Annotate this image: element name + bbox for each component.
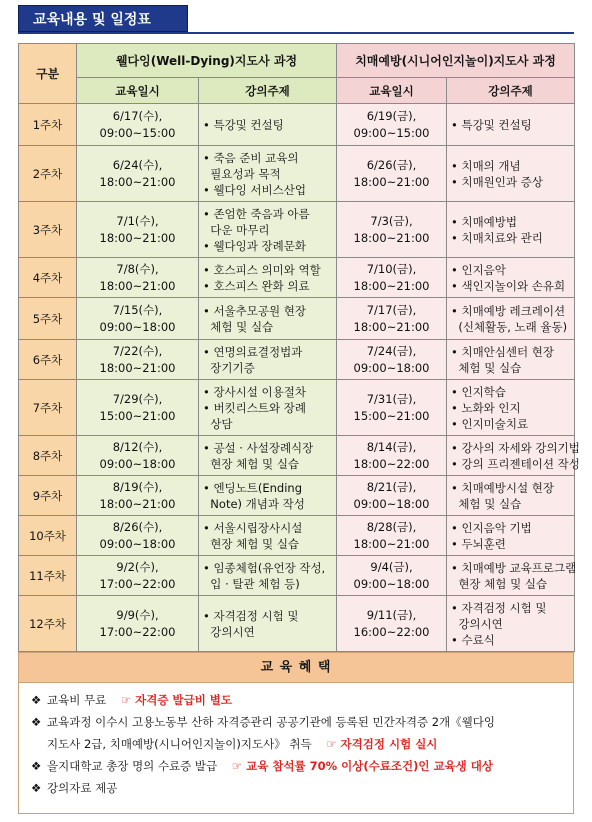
right-topic-line: • 자격검정 시험 및: [451, 600, 547, 615]
right-topic-line: 강의시연: [451, 616, 503, 631]
left-date-line: 09:00~18:00: [99, 536, 176, 551]
right-date-line: 16:00~22:00: [353, 624, 430, 639]
left-date-line: 6/17(수),: [112, 108, 163, 123]
right-topic-line: • 강사의 자세와 강의기법: [451, 440, 580, 455]
table-row: [19, 146, 575, 202]
right-date-cell: [337, 596, 447, 652]
left-date-line: 18:00~21:00: [99, 230, 176, 245]
benefit-continuation: [31, 733, 563, 755]
right-topic-line: • 치매예방 레크레이션: [451, 303, 566, 318]
title-rule: [18, 32, 574, 34]
left-topic-line: • 버킷리스트와 장례: [203, 400, 306, 415]
left-topic-line: • 장사시설 이용절차: [203, 384, 306, 399]
right-date-cell: [337, 202, 447, 258]
left-topic-line: 체험 및 실습: [203, 319, 274, 334]
left-topic-line: • 죽음 준비 교육의: [203, 150, 299, 165]
left-topic-line: • 서울추모공원 현장: [203, 303, 306, 318]
right-topic-cell: [447, 476, 575, 516]
week-cell: 8주차: [19, 436, 77, 476]
left-topic-cell: [199, 596, 337, 652]
left-date-cell: [77, 436, 199, 476]
right-date-line: 8/28(금),: [366, 519, 417, 534]
benefit-text-cont: 지도사 2급, 치매예방(시니어인지놀이)지도사》 취득: [47, 737, 312, 751]
benefit-text: 을지대학교 총장 명의 수료증 발급: [47, 759, 218, 773]
left-topic-line: • 연명의료결정법과: [203, 344, 303, 359]
left-date-line: 17:00~22:00: [99, 624, 176, 639]
right-date-line: 18:00~22:00: [353, 456, 430, 471]
week-cell: 12주차: [19, 596, 77, 652]
left-date-cell: [77, 298, 199, 340]
left-topic-line: • 호스피스 완화 의료: [203, 278, 310, 293]
header-right-topic: 강의주제: [447, 78, 575, 104]
left-topic-line: 현장 체험 및 실습: [203, 456, 300, 471]
right-date-line: 8/21(금),: [366, 479, 417, 494]
right-date-line: 15:00~21:00: [353, 408, 430, 423]
right-topic-line: • 인지음악 기법: [451, 520, 532, 535]
left-topic-cell: [199, 202, 337, 258]
benefit-note: ☞ 교육 참석률 70% 이상(수료조건)인 교육생 대상: [231, 759, 494, 773]
benefit-text: 교육과정 이수시 고용노동부 산하 자격증관리 공공기관에 등록된 민간자격증 2개《웰다잉: [47, 715, 495, 729]
left-topic-cell: [199, 476, 337, 516]
right-topic-cell: [447, 516, 575, 556]
benefits-list: [19, 683, 573, 799]
table-row: [19, 380, 575, 436]
right-topic-line: • 치매원인과 증상: [451, 174, 543, 189]
benefit-item: [31, 777, 563, 799]
right-topic-line: • 치매예방시설 현장: [451, 480, 554, 495]
left-topic-line: • 엔딩노트(Ending: [203, 480, 302, 495]
right-date-cell: [337, 104, 447, 146]
left-date-line: 9/2(수),: [116, 559, 159, 574]
table-row: [19, 476, 575, 516]
schedule-table: [18, 43, 580, 652]
left-topic-line: • 자격검정 시험 및: [203, 608, 299, 623]
left-date-line: 17:00~22:00: [99, 576, 176, 591]
right-topic-line: • 치매치료와 관리: [451, 230, 543, 245]
left-topic-cell: [199, 258, 337, 298]
left-topic-line: • 임종체험(유언장 작성,: [203, 560, 326, 575]
left-date-line: 7/1(수),: [116, 213, 159, 228]
benefit-item: [31, 689, 563, 711]
benefit-text-wrap: [47, 689, 563, 711]
right-date-cell: [337, 340, 447, 380]
left-date-line: 18:00~21:00: [99, 496, 176, 511]
left-topic-line: • 웰다잉 서비스산업: [203, 182, 306, 197]
right-date-line: 18:00~21:00: [353, 230, 430, 245]
left-date-line: 7/15(수),: [112, 302, 163, 317]
right-topic-line: • 인지학습: [451, 384, 506, 399]
table-row: [19, 556, 575, 596]
left-topic-line: • 서울시립장사시설: [203, 520, 303, 535]
benefit-text: 교육비 무료: [47, 693, 107, 707]
right-date-cell: [337, 436, 447, 476]
benefit-item: [31, 755, 563, 777]
left-topic-line: • 호스피스 의미와 역할: [203, 262, 321, 277]
left-date-line: 8/26(수),: [112, 519, 163, 534]
right-date-cell: [337, 476, 447, 516]
table-row: [19, 104, 575, 146]
right-date-cell: [337, 258, 447, 298]
left-date-cell: [77, 146, 199, 202]
left-date-line: 6/24(수),: [112, 157, 163, 172]
left-topic-line: 상담: [203, 416, 233, 431]
benefit-item: [31, 711, 563, 733]
left-date-line: 7/8(수),: [116, 261, 159, 276]
right-topic-line: • 색인지놀이와 손유희: [451, 278, 566, 293]
right-topic-cell: [447, 596, 575, 652]
right-topic-line: • 강의 프리젠테이션 작성: [451, 456, 580, 471]
left-topic-line: • 웰다잉과 장례문화: [203, 238, 306, 253]
benefits-box: [18, 652, 574, 814]
right-topic-cell: [447, 556, 575, 596]
right-date-line: 6/19(금),: [366, 108, 417, 123]
left-topic-line: • 공설 · 사설장례식장: [203, 440, 314, 455]
right-topic-line: • 치매안심센터 현장: [451, 344, 554, 359]
right-date-line: 7/3(금),: [370, 213, 413, 228]
right-date-line: 09:00~18:00: [353, 576, 430, 591]
right-date-cell: [337, 516, 447, 556]
left-topic-cell: [199, 340, 337, 380]
right-topic-cell: [447, 202, 575, 258]
right-topic-cell: [447, 298, 575, 340]
left-date-line: 09:00~18:00: [99, 319, 176, 334]
header-gubun: 구분: [19, 44, 77, 104]
right-topic-cell: [447, 340, 575, 380]
right-topic-line: 체험 및 실습: [451, 360, 522, 375]
right-date-cell: [337, 380, 447, 436]
left-date-cell: [77, 202, 199, 258]
right-date-line: 6/26(금),: [366, 157, 417, 172]
right-date-line: 7/10(금),: [366, 261, 417, 276]
week-cell: 1주차: [19, 104, 77, 146]
left-date-cell: [77, 340, 199, 380]
right-date-line: 7/24(금),: [366, 343, 417, 358]
table-row: [19, 340, 575, 380]
right-date-cell: [337, 146, 447, 202]
right-date-cell: [337, 556, 447, 596]
diamond-bullet-icon: ❖: [31, 715, 42, 729]
left-topic-cell: [199, 104, 337, 146]
right-topic-cell: [447, 380, 575, 436]
page-title: 교육내용 및 일정표: [18, 5, 188, 32]
week-cell: 5주차: [19, 298, 77, 340]
week-cell: 4주차: [19, 258, 77, 298]
left-topic-line: • 특강및 컨설팅: [203, 117, 284, 132]
left-date-line: 09:00~15:00: [99, 125, 176, 140]
left-topic-cell: [199, 556, 337, 596]
right-date-line: 8/14(금),: [366, 439, 417, 454]
table-row: [19, 258, 575, 298]
left-date-line: 18:00~21:00: [99, 174, 176, 189]
right-date-line: 09:00~18:00: [353, 360, 430, 375]
right-date-line: 18:00~21:00: [353, 319, 430, 334]
diamond-bullet-icon: ❖: [31, 781, 42, 795]
left-topic-cell: [199, 516, 337, 556]
left-date-cell: [77, 258, 199, 298]
right-date-line: 9/4(금),: [370, 559, 413, 574]
benefit-note: ☞ 자격검정 시험 실시: [326, 737, 438, 751]
left-date-cell: [77, 380, 199, 436]
right-topic-line: 현장 체험 및 실습: [451, 576, 548, 591]
week-cell: 10주차: [19, 516, 77, 556]
left-date-line: 8/19(수),: [112, 479, 163, 494]
left-topic-line: 다운 마무리: [203, 222, 270, 237]
left-topic-line: Note) 개념과 작성: [203, 496, 305, 511]
right-topic-line: • 노화와 인지: [451, 400, 521, 415]
right-topic-line: • 특강및 컨설팅: [451, 117, 532, 132]
left-date-line: 8/12(수),: [112, 439, 163, 454]
left-topic-line: • 존엄한 죽음과 아름: [203, 206, 310, 221]
right-topic-cell: [447, 258, 575, 298]
right-topic-line: 체험 및 실습: [451, 496, 522, 511]
right-topic-line: • 치매의 개념: [451, 158, 521, 173]
week-cell: 9주차: [19, 476, 77, 516]
left-date-line: 09:00~18:00: [99, 456, 176, 471]
left-date-cell: [77, 596, 199, 652]
left-date-line: 7/29(수),: [112, 391, 163, 406]
header-welldying-course: 웰다잉(Well-Dying)지도사 과정: [77, 44, 337, 78]
right-topic-line: (신체활동, 노래 율동): [451, 319, 568, 334]
left-topic-line: 강의시연: [203, 624, 255, 639]
table-row: [19, 298, 575, 340]
diamond-bullet-icon: ❖: [31, 759, 42, 773]
right-date-line: 18:00~21:00: [353, 278, 430, 293]
left-topic-line: 장기기증: [203, 360, 255, 375]
table-row: [19, 436, 575, 476]
left-topic-line: 필요성과 목적: [203, 166, 281, 181]
left-date-cell: [77, 556, 199, 596]
right-date-line: 09:00~18:00: [353, 496, 430, 511]
benefit-text-wrap: [47, 711, 563, 733]
right-date-cell: [337, 298, 447, 340]
left-topic-line: 현장 체험 및 실습: [203, 536, 300, 551]
left-date-line: 18:00~21:00: [99, 278, 176, 293]
left-topic-line: 입 · 탈관 체험 등): [203, 576, 300, 591]
left-date-cell: [77, 476, 199, 516]
left-topic-cell: [199, 146, 337, 202]
benefit-text-wrap: [47, 755, 563, 777]
benefit-text-wrap: [47, 777, 563, 799]
left-date-cell: [77, 104, 199, 146]
header-left-topic: 강의주제: [199, 78, 337, 104]
week-cell: 11주차: [19, 556, 77, 596]
right-date-line: 7/17(금),: [366, 302, 417, 317]
header-dementia-course: 치매예방(시니어인지놀이)지도사 과정: [337, 44, 575, 78]
left-date-line: 7/22(수),: [112, 343, 163, 358]
week-cell: 3주차: [19, 202, 77, 258]
benefits-title: 교 육 혜 택: [19, 653, 573, 683]
left-date-line: 9/9(수),: [116, 607, 159, 622]
left-date-line: 18:00~21:00: [99, 360, 176, 375]
header-right-date: 교육일시: [337, 78, 447, 104]
right-topic-line: • 인지음악: [451, 262, 506, 277]
left-date-cell: [77, 516, 199, 556]
header-left-date: 교육일시: [77, 78, 199, 104]
right-topic-cell: [447, 104, 575, 146]
right-date-line: 9/11(금),: [366, 607, 417, 622]
right-topic-line: • 수료식: [451, 632, 495, 647]
table-row: [19, 516, 575, 556]
right-date-line: 18:00~21:00: [353, 536, 430, 551]
table-row: [19, 202, 575, 258]
benefit-note: ☞ 자격증 발급비 별도: [120, 693, 233, 707]
left-topic-cell: [199, 298, 337, 340]
right-date-line: 18:00~21:00: [353, 174, 430, 189]
benefit-text: 강의자료 제공: [47, 781, 118, 795]
right-topic-line: • 치매예방법: [451, 214, 517, 229]
week-cell: 6주차: [19, 340, 77, 380]
left-date-line: 15:00~21:00: [99, 408, 176, 423]
left-topic-cell: [199, 380, 337, 436]
table-row: [19, 596, 575, 652]
week-cell: 2주차: [19, 146, 77, 202]
right-topic-line: • 두뇌훈련: [451, 536, 506, 551]
right-topic-cell: [447, 436, 580, 476]
left-topic-cell: [199, 436, 337, 476]
right-topic-line: • 치매예방 교육프로그램: [451, 560, 577, 575]
right-date-line: 09:00~15:00: [353, 125, 430, 140]
week-cell: 7주차: [19, 380, 77, 436]
right-date-line: 7/31(금),: [366, 391, 417, 406]
right-topic-cell: [447, 146, 575, 202]
right-topic-line: • 인지미술치료: [451, 416, 529, 431]
diamond-bullet-icon: ❖: [31, 693, 42, 707]
